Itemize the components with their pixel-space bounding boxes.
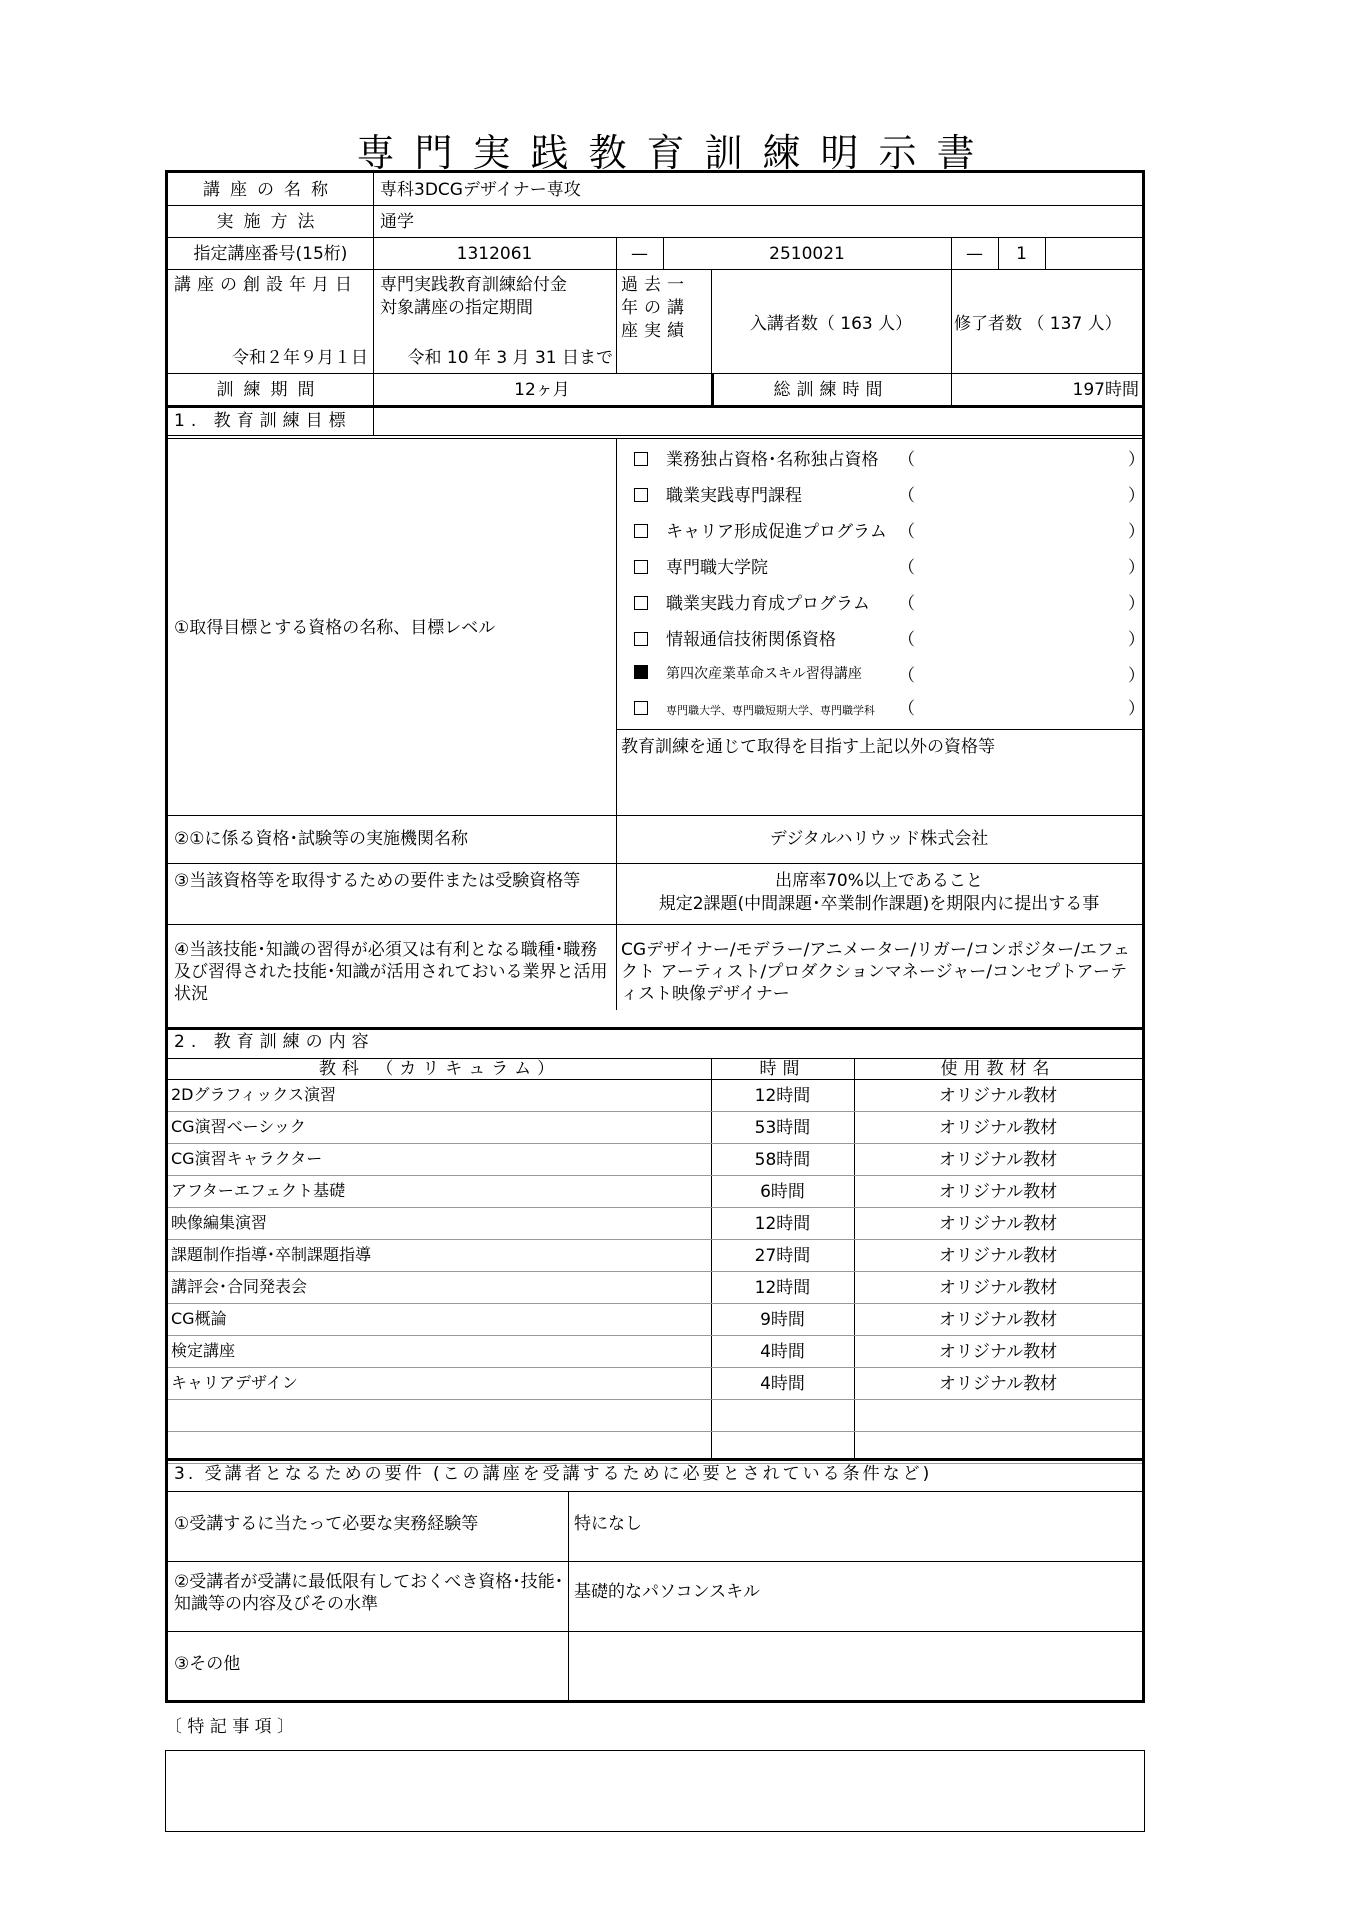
career-usage-label: ④当該技能･知識の習得が必須又は有利となる職種･職務及び習得された技能･知識が活用されておいる業界と活用状況 (174, 940, 608, 1005)
designation-number-3: 1 (1016, 244, 1027, 264)
required-skills-value: 基礎的なパソコンスキル (574, 1582, 760, 1602)
checkbox-label: 第四次産業革命スキル習得講座 (666, 666, 862, 682)
subject-cell: 映像編集演習 (171, 1213, 268, 1232)
training-period-label: 訓練期間 (216, 380, 325, 400)
method-label: 実施方法 (216, 212, 325, 232)
checkbox-icon[interactable] (634, 524, 648, 538)
founded-label: 講座の創設年月日 (174, 275, 358, 295)
column-header-subject: 教科 （カリキュラム） (318, 1059, 561, 1079)
method-value: 通学 (380, 212, 414, 232)
total-hours-value: 197時間 (1072, 380, 1139, 400)
required-skills-label: ②受講者が受講に最低限有しておくべき資格･技能･知識等の内容及びその水準 (174, 1572, 564, 1615)
past-year-label-3: 座実績 (621, 321, 690, 341)
material-cell: オリジナル教材 (938, 1374, 1058, 1394)
checkbox-checked-icon[interactable] (634, 665, 648, 679)
subject-cell: 2Dグラフィックス演習 (171, 1085, 337, 1104)
enrolled-count: 入講者数（ 163 人） (749, 314, 913, 334)
checkbox-label: キャリア形成促進プログラム (666, 522, 887, 542)
checkbox-label: 専門職大学、専門職短期大学、専門職学科 (666, 704, 875, 717)
requirement-line-1: 出席率70%以上であること (775, 871, 983, 891)
checkbox-icon[interactable] (634, 488, 648, 502)
completed-count: 修了者数 （ 137 人） (954, 314, 1122, 334)
paren-close: ） (1128, 666, 1145, 686)
hours-cell: 12時間 (754, 1214, 811, 1234)
subject-cell: キャリアデザイン (171, 1373, 298, 1392)
work-experience-value: 特になし (574, 1514, 642, 1534)
other-requirements-label: ③その他 (174, 1654, 241, 1674)
checkbox-row (634, 521, 1145, 543)
material-cell: オリジナル教材 (938, 1182, 1058, 1202)
qualification-target-label: ①取得目標とする資格の名称、目標レベル (174, 618, 496, 638)
main-form (165, 170, 1145, 1703)
checkbox-icon[interactable] (634, 560, 648, 574)
subject-cell: アフターエフェクト基礎 (171, 1181, 346, 1200)
work-experience-label: ①受講するに当たって必要な実務経験等 (174, 1514, 479, 1534)
paren-close: ） (1128, 699, 1145, 719)
checkbox-row (634, 485, 1145, 507)
checkbox-row (634, 629, 1145, 651)
subject-cell: CG演習キャラクター (171, 1149, 323, 1168)
paren-open: （ (898, 630, 915, 650)
material-cell: オリジナル教材 (938, 1150, 1058, 1170)
hours-cell: 12時間 (754, 1278, 811, 1298)
period-label-1: 専門実践教育訓練給付金 (380, 275, 567, 295)
exam-organization-value: デジタルハリウッド株式会社 (769, 829, 989, 849)
period-label-2: 対象講座の指定期間 (380, 298, 533, 318)
document-title: 専門実践教育訓練明示書 (356, 131, 995, 175)
section3-heading: 3. 受講者となるための要件 (この講座を受講するために必要とされている条件など) (174, 1464, 933, 1484)
material-cell: オリジナル教材 (938, 1214, 1058, 1234)
checkbox-icon[interactable] (634, 701, 648, 715)
checkbox-row (634, 593, 1145, 615)
checkbox-row (634, 557, 1145, 579)
subject-cell: CG演習ベーシック (171, 1117, 306, 1136)
training-period-value: 12ヶ月 (514, 380, 570, 400)
paren-open: （ (898, 594, 915, 614)
checkbox-label: 専門職大学院 (666, 558, 768, 578)
hours-cell: 58時間 (754, 1150, 811, 1170)
paren-close: ） (1128, 486, 1145, 506)
checkbox-row (634, 449, 1145, 471)
course-name-label: 講座の名称 (203, 180, 338, 200)
paren-close: ） (1128, 450, 1145, 470)
qualification-requirements-label: ③当該資格等を取得するための要件または受験資格等 (174, 871, 581, 891)
hours-cell: 12時間 (754, 1086, 811, 1106)
paren-open: （ (898, 450, 915, 470)
hours-cell: 53時間 (754, 1118, 811, 1138)
designation-label: 指定講座番号(15桁) (193, 244, 348, 264)
material-cell: オリジナル教材 (938, 1278, 1058, 1298)
paren-open: （ (898, 699, 915, 719)
notes-box[interactable] (165, 1750, 1145, 1832)
designation-number-2: 2510021 (769, 244, 845, 264)
material-cell: オリジナル教材 (938, 1310, 1058, 1330)
column-header-hours: 時間 (759, 1059, 806, 1079)
hours-cell: 4時間 (760, 1342, 805, 1362)
paren-close: ） (1128, 558, 1145, 578)
course-name-value: 専科3DCGデザイナー専攻 (380, 180, 581, 200)
paren-open: （ (898, 666, 915, 686)
material-cell: オリジナル教材 (938, 1246, 1058, 1266)
exam-organization-label: ②①に係る資格･試験等の実施機関名称 (174, 829, 468, 849)
paren-open: （ (898, 486, 915, 506)
paren-open: （ (898, 522, 915, 542)
material-cell: オリジナル教材 (938, 1342, 1058, 1362)
subject-cell: 課題制作指導･卒制課題指導 (171, 1245, 372, 1264)
checkbox-label: 職業実践専門課程 (666, 486, 802, 506)
checkbox-row (634, 699, 1145, 719)
past-year-label-2: 年の講 (621, 298, 690, 318)
paren-close: ） (1128, 630, 1145, 650)
requirement-line-2: 規定2課題(中間課題･卒業制作課題)を期限内に提出する事 (658, 894, 1100, 914)
hours-cell: 9時間 (760, 1310, 805, 1330)
checkbox-icon[interactable] (634, 452, 648, 466)
material-cell: オリジナル教材 (938, 1086, 1058, 1106)
checkbox-icon[interactable] (634, 596, 648, 610)
other-qualifications-label: 教育訓練を通じて取得を目指す上記以外の資格等 (621, 737, 995, 757)
checkbox-label: 業務独占資格･名称独占資格 (666, 450, 879, 470)
paren-close: ） (1128, 522, 1145, 542)
section1-heading: 1. 教育訓練目標 (174, 411, 352, 431)
column-header-material: 使用教材名 (940, 1059, 1056, 1079)
total-hours-label: 総訓練時間 (773, 380, 889, 400)
hours-cell: 27時間 (754, 1246, 811, 1266)
hours-cell: 4時間 (760, 1374, 805, 1394)
designation-number-1: 1312061 (456, 244, 533, 264)
notes-label: 〔 特 記 事 項 〕 (165, 1717, 295, 1737)
subject-cell: 講評会･合同発表会 (171, 1277, 308, 1296)
checkbox-icon[interactable] (634, 632, 648, 646)
subject-cell: CG概論 (171, 1309, 227, 1328)
checkbox-row (634, 665, 1145, 686)
checkbox-label: 職業実践力育成プログラム (666, 594, 870, 614)
past-year-label-1: 過去一 (621, 275, 690, 295)
subject-cell: 検定講座 (171, 1341, 236, 1360)
paren-close: ） (1128, 594, 1145, 614)
founded-date: 令和２年９月１日 (232, 348, 368, 368)
period-value: 令和 10 年 3 月 31 日まで (407, 348, 613, 368)
section2-heading: 2. 教育訓練の内容 (174, 1032, 375, 1052)
designation-separator-1: — (631, 244, 648, 264)
career-usage-value: CGデザイナー/モデラー/アニメーター/リガー/コンポジター/エフェクト アーティスト/プロダクションマネージャー/コンセプトアーティスト映像デザイナー (621, 940, 1130, 1005)
material-cell: オリジナル教材 (938, 1118, 1058, 1138)
hours-cell: 6時間 (760, 1182, 805, 1202)
designation-separator-2: — (966, 244, 983, 264)
checkbox-label: 情報通信技術関係資格 (666, 630, 836, 650)
paren-open: （ (898, 558, 915, 578)
